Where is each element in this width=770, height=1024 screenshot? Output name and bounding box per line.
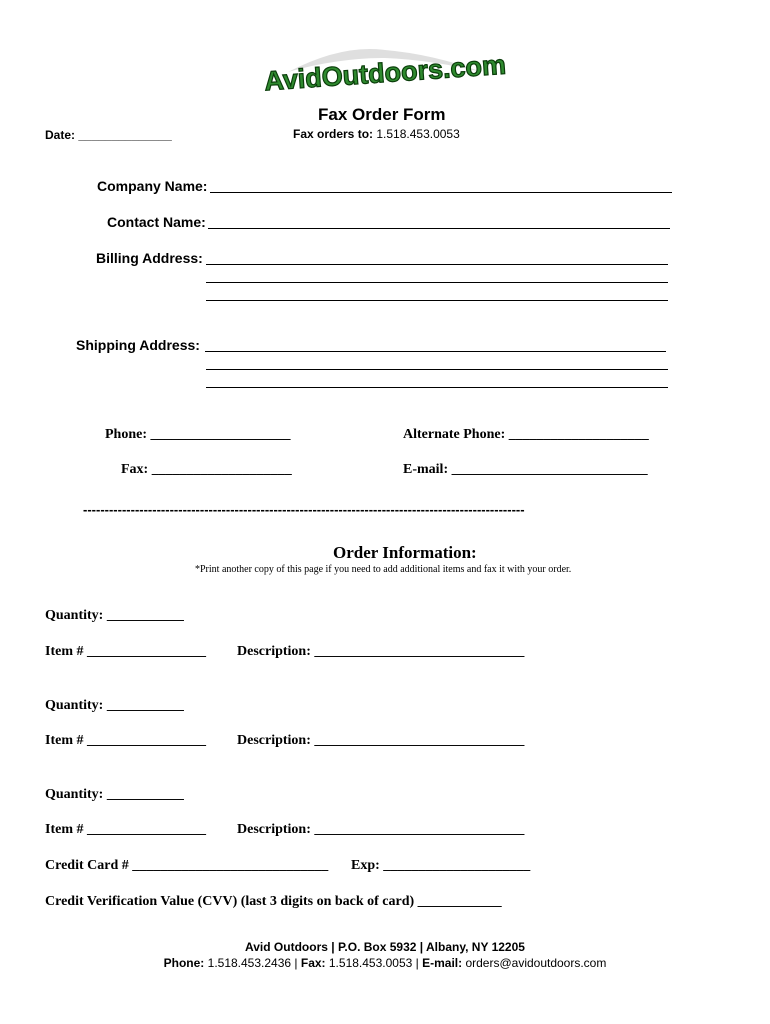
item-number-field-1[interactable]: Item # _________________: [45, 644, 206, 659]
form-title: Fax Order Form: [318, 105, 446, 124]
footer-address: Avid Outdoors | P.O. Box 5932 | Albany, NY 12205: [245, 940, 525, 954]
description-field-3[interactable]: Description: ______________________________: [237, 822, 525, 837]
footer-phone-value: 1.518.453.2436 |: [204, 956, 301, 970]
quantity-field-3[interactable]: Quantity: ___________: [45, 787, 184, 802]
quantity-field-1[interactable]: Quantity: ___________: [45, 608, 184, 623]
svg-text:AvidOutdoors.com: AvidOutdoors.com: [263, 49, 507, 97]
contact-name-label: Contact Name:: [107, 214, 206, 230]
email-field[interactable]: E-mail: ____________________________: [403, 462, 648, 477]
footer-email-label: E-mail:: [422, 956, 463, 970]
alternate-phone-field[interactable]: Alternate Phone: ____________________: [403, 427, 649, 442]
quantity-field-2[interactable]: Quantity: ___________: [45, 698, 184, 713]
footer-fax-value: 1.518.453.0053 |: [325, 956, 423, 970]
cvv-field[interactable]: Credit Verification Value (CVV) (last 3 digits on back of card) ____________: [45, 894, 502, 909]
billing-address-field-1[interactable]: [206, 264, 668, 265]
company-logo: [263, 42, 507, 97]
contact-name-field[interactable]: [208, 228, 670, 229]
item-number-field-2[interactable]: Item # _________________: [45, 733, 206, 748]
footer-contact: [0, 956, 770, 970]
shipping-address-field-2[interactable]: [206, 369, 668, 370]
item-number-field-3[interactable]: Item # _________________: [45, 822, 206, 837]
description-field-2[interactable]: Description: ______________________________: [237, 733, 525, 748]
cut-line-separator: ------------------------------------------------------------------------------------------------------: [83, 502, 525, 517]
credit-card-field[interactable]: Credit Card # ____________________________: [45, 858, 329, 873]
shipping-address-field-3[interactable]: [206, 387, 668, 388]
logo-graphic: [263, 42, 507, 97]
description-field-1[interactable]: Description: ______________________________: [237, 644, 525, 659]
billing-address-field-3[interactable]: [206, 300, 668, 301]
company-name-field[interactable]: [210, 192, 672, 193]
billing-address-label: Billing Address:: [96, 250, 203, 266]
footer-fax-label: Fax:: [300, 956, 326, 970]
order-information-heading: Order Information:: [333, 543, 477, 562]
footer-phone-label: Phone:: [163, 956, 205, 970]
billing-address-field-2[interactable]: [206, 282, 668, 283]
phone-field[interactable]: Phone: ____________________: [105, 427, 291, 442]
expiration-field[interactable]: Exp: _____________________: [351, 858, 531, 873]
date-field[interactable]: Date: ______________: [45, 128, 172, 142]
fax-orders-label: Fax orders to:: [293, 127, 374, 141]
fax-orders-number: 1.518.453.0053: [376, 127, 460, 141]
shipping-address-field-1[interactable]: [205, 351, 666, 352]
shipping-address-label: Shipping Address:: [76, 337, 200, 353]
fax-field[interactable]: Fax: ____________________: [121, 462, 292, 477]
order-note: *Print another copy of this page if you need to add additional items and fax it with your order.: [195, 564, 572, 575]
company-name-label: Company Name:: [97, 178, 208, 194]
footer-email-value[interactable]: orders@avidoutdoors.com: [462, 956, 607, 970]
fax-orders-line: [293, 127, 460, 141]
